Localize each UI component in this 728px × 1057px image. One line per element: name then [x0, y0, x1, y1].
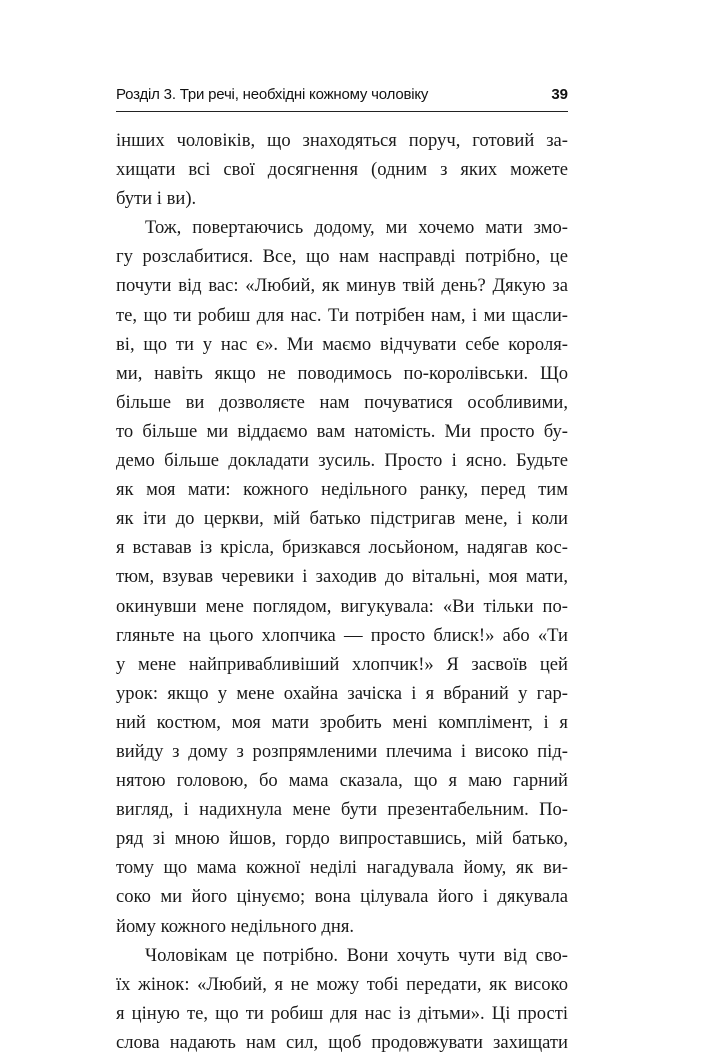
text-line: окинувши мене поглядом, вигукувала: «Ви тільки по-: [116, 595, 568, 617]
text-line: тому що мама кожної неділі нагадувала йому, як ви-: [116, 857, 568, 879]
text-line: як іти до церкви, мій батько підстригав мене, і коли: [116, 508, 568, 530]
text-line: йому кожного недільного дня.: [116, 915, 355, 937]
text-line: те, що ти робиш для нас. Ти потрібен нам, і ми щасли-: [116, 304, 568, 326]
text-line: соко ми його цінуємо; вона цілувала його і дякувала: [116, 886, 568, 908]
text-line: інших чоловіків, що знаходяться поруч, готовий за-: [116, 130, 568, 151]
text-line: більше ви дозволяєте нам почуватися особливими,: [116, 391, 568, 413]
text-line: вийду з дому з розпрямленими плечима і високо під-: [116, 740, 568, 762]
text-line: у мене найпривабливіший хлопчик!» Я засвоїв цей: [116, 653, 568, 675]
text-line: гу розслабитися. Все, що нам насправді потрібно, це: [116, 246, 568, 268]
text-line: слова надають нам сил, щоб продовжувати захищати: [116, 1031, 568, 1053]
text-line: ний костюм, моя мати зробить мені комплімент, і я: [116, 711, 568, 733]
text-line: їх жінок: «Любий, я не можу тобі передати, як високо: [116, 973, 568, 995]
text-line: я ціную те, що ти робиш для нас із дітьми». Ці прості: [116, 1002, 568, 1024]
text-line: то більше ми віддаємо вам натомість. Ми просто бу-: [116, 420, 568, 442]
text-line: я вставав із крісла, бризкався лосьйоном, надягав кос-: [116, 537, 568, 559]
text-line: ряд зі мною йшов, гордо випроставшись, мій батько,: [116, 828, 568, 850]
page-header: [116, 86, 568, 110]
header-rule: [116, 111, 568, 112]
text-line: демо більше докладати зусиль. Просто і ясно. Будьте: [116, 450, 568, 472]
text-line: почути від вас: «Любий, як минув твій день? Дякую за: [116, 275, 568, 297]
text-line: ми, навіть якщо не поводимось по-королівськи. Що: [116, 362, 568, 384]
text-line: нятою головою, бо мама сказала, що я маю гарний: [116, 770, 568, 792]
text-line: гляньте на цього хлопчика — просто блиск!» або «Ти: [116, 624, 568, 646]
text-line: Тож, повертаючись додому, ми хочемо мати змо-: [145, 217, 568, 239]
body-text: [116, 126, 568, 1057]
text-line: як моя мати: кожного недільного ранку, перед тим: [116, 479, 568, 501]
text-line: Чоловікам це потрібно. Вони хочуть чути від сво-: [145, 944, 568, 966]
text-line: хищати всі свої досягнення (одним з яких можете: [116, 159, 568, 181]
running-head: Розділ 3. Три речі, необхідні кожному чоловіку: [116, 86, 429, 103]
page-number: 39: [551, 86, 568, 103]
text-line: тюм, взував черевики і заходив до вітальні, моя мати,: [116, 566, 568, 588]
text-line: ві, що ти у нас є». Ми маємо відчувати себе короля-: [116, 333, 568, 355]
text-line: урок: якщо у мене охайна зачіска і я вбраний у гар-: [116, 682, 568, 704]
text-line: бути і ви).: [116, 188, 197, 210]
text-line: вигляд, і надихнула мене бути презентабельним. По-: [116, 799, 568, 821]
